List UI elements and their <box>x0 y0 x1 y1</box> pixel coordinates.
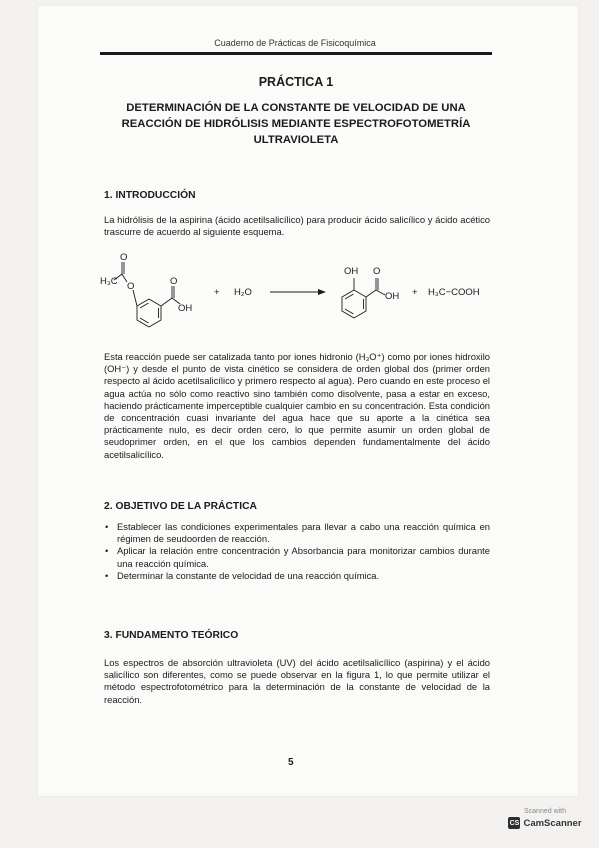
salicylic-acid-oh-label: OH <box>385 291 400 302</box>
camscanner-logo-icon: CS <box>508 817 520 829</box>
aspirin-structure <box>114 262 180 327</box>
title-line-1: DETERMINACIÓN DE LA CONSTANTE DE VELOCIDAD DE UNA <box>126 102 466 114</box>
acetic-acid-label: H₃C−COOH <box>428 287 480 298</box>
objective-list <box>104 521 490 582</box>
camscanner-name: CamScanner <box>523 817 582 829</box>
objective-item: • Establecer las condiciones experimentales para llevar a cabo una reacción química en régimen de seudoorden de reacción. <box>104 521 490 545</box>
section-heading-introduction: 1. INTRODUCCIÓN <box>104 190 196 201</box>
salicylic-acid-structure <box>342 278 385 318</box>
header-rule <box>100 52 492 55</box>
aspirin-ester-o-label: O <box>127 281 135 292</box>
salicylic-carbonyl-o-label: O <box>373 266 381 277</box>
theory-paragraph: Los espectros de absorción ultravioleta (UV) del ácido acetilsalicílico (aspirina) y el ácido salicílico son diferentes, como se puede observar en la figura 1, lo que permite utilizar el método espectrofotométrico para la determinación de la constante de velocidad de la reacción. <box>104 657 490 705</box>
intro-paragraph: La hidrólisis de la aspirina (ácido acetilsalicílico) para producir ácido salicílico y ácido acético trascurre de acuerdo al siguiente esquema. <box>104 214 490 238</box>
intro-paragraph-2: Esta reacción puede ser catalizada tanto por iones hidronio (H₃O⁺) como por iones hidroxilo (OH⁻) y desde el punto de vista cinético se considera de orden global dos (primer orden respecto al ácido acetilsalicílico y primero respecto al agua). Pero cuando en este proceso el agua actúa no sólo como reactivo sino también como disolvente, pasa a estar en exceso, haciendo prácticamente imperceptible cualquier cambio en su concentración. Esta condición de concentración cuasi invariante del agua hace que su aporte a la cinética sea prácticamente nulo, es decir orden cero, lo que permite asumir un orden global de seudoprimer orden, en el que los cambios dependen fundamentalmente del ácido acetilsalicílico. <box>104 351 490 460</box>
objective-item: • Aplicar la relación entre concentración y Absorbancia para monitorizar cambios durante una reacción química. <box>104 545 490 569</box>
plus-sign-1: + <box>214 287 220 298</box>
running-header: Cuaderno de Prácticas de Fisicoquímica <box>214 38 376 48</box>
objective-item: • Determinar la constante de velocidad de una reacción química. <box>104 570 490 582</box>
aspirin-methyl-label: H₃C <box>100 276 118 287</box>
salicylic-oh-label: OH <box>344 266 359 277</box>
reaction-scheme <box>100 250 500 345</box>
plus-sign-2: + <box>412 287 418 298</box>
page-number: 5 <box>288 757 294 768</box>
section-heading-theory: 3. FUNDAMENTO TEÓRICO <box>104 630 239 641</box>
aspirin-carbonyl-o-label: O <box>120 252 128 263</box>
aspirin-oh-label: OH <box>178 303 193 314</box>
practice-number-title: PRÁCTICA 1 <box>258 75 334 89</box>
practice-main-title <box>100 100 492 148</box>
aspirin-acid-o-label: O <box>170 276 178 287</box>
camscanner-watermark <box>504 808 586 838</box>
scanned-with-label: Scanned with <box>523 808 567 815</box>
section-heading-objective: 2. OBJETIVO DE LA PRÁCTICA <box>104 501 257 512</box>
title-line-3: ULTRAVIOLETA <box>253 134 339 146</box>
water-label: H₂O <box>234 287 252 298</box>
title-line-2: REACCIÓN DE HIDRÓLISIS MEDIANTE ESPECTROFOTOMETRÍA <box>121 118 471 130</box>
reaction-arrow <box>270 289 326 295</box>
